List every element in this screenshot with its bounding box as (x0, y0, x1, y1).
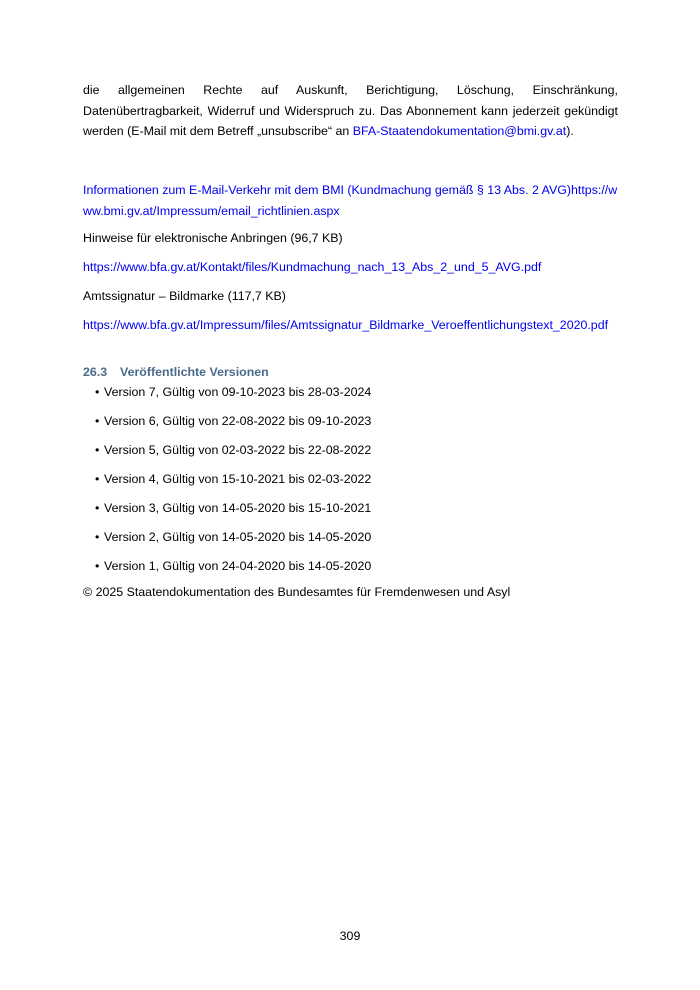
email-link[interactable]: BFA-Staatendokumentation@bmi.gv.at (352, 124, 567, 138)
email-info-paragraph (83, 180, 618, 221)
version-text: Version 4, Gültig von 15-10-2021 bis 02-03-2022 (104, 472, 372, 486)
version-item (95, 441, 371, 459)
copyright-notice: © 2025 Staatendokumentation des Bundesamtes für Fremdenwesen und Asyl (83, 585, 511, 599)
page-number: 309 (339, 929, 361, 943)
version-item (95, 557, 371, 575)
version-item (95, 383, 371, 401)
version-item (95, 470, 371, 488)
section-number: 26.3 (83, 365, 108, 379)
bullet: • (95, 501, 100, 515)
section-heading (83, 364, 618, 381)
version-text: Version 1, Gültig von 24-04-2020 bis 14-05-2020 (104, 559, 372, 573)
bullet: • (95, 530, 100, 544)
intro-text-end: ). (566, 124, 574, 138)
version-text: Version 7, Gültig von 09-10-2023 bis 28-03-2024 (104, 385, 372, 399)
hinweise-label: Hinweise für elektronische Anbringen (96,7 KB) (83, 231, 343, 245)
version-text: Version 3, Gültig von 14-05-2020 bis 15-10-2021 (104, 501, 372, 515)
version-text: Version 5, Gültig von 02-03-2022 bis 22-08-2022 (104, 443, 372, 457)
bullet: • (95, 559, 100, 573)
amtssignatur-paragraph (83, 315, 618, 336)
bullet: • (95, 443, 100, 457)
version-item (95, 412, 371, 430)
amtssignatur-label: Amtssignatur – Bildmarke (117,7 KB) (83, 289, 286, 303)
bullet: • (95, 414, 100, 428)
hinweise-paragraph (83, 257, 618, 278)
bullet: • (95, 385, 100, 399)
version-text: Version 2, Gültig von 14-05-2020 bis 14-05-2020 (104, 530, 372, 544)
intro-paragraph (83, 80, 618, 142)
section-title: Veröffentlichte Versionen (120, 365, 269, 379)
version-item (95, 528, 371, 546)
bullet: • (95, 472, 100, 486)
hinweise-link[interactable]: https://www.bfa.gv.at/Kontakt/files/Kundmachung_nach_13_Abs_2_und_5_AVG.pdf (83, 260, 542, 274)
version-text: Version 6, Gültig von 22-08-2022 bis 09-10-2023 (104, 414, 372, 428)
email-info-link[interactable]: Informationen zum E-Mail-Verkehr mit dem BMI (Kundmachung gemäß § 13 Abs. 2 AVG)https://www.bmi.gv.at/Impressum/email_richtlinien.aspx (83, 183, 618, 218)
version-item (95, 499, 371, 517)
amtssignatur-link[interactable]: https://www.bfa.gv.at/Impressum/files/Amtssignatur_Bildmarke_Veroeffentlichungstext_2020.pdf (83, 318, 609, 332)
intro-text: die allgemeinen Rechte auf Auskunft, Berichtigung, Löschung, Einschränkung, Datenübertragbarkeit, Widerruf und Widerspruch zu. Das Abonnement kann jederzeit gekündigt werden (E-Mail mit dem Betreff „unsubscribe“ an (83, 83, 618, 138)
